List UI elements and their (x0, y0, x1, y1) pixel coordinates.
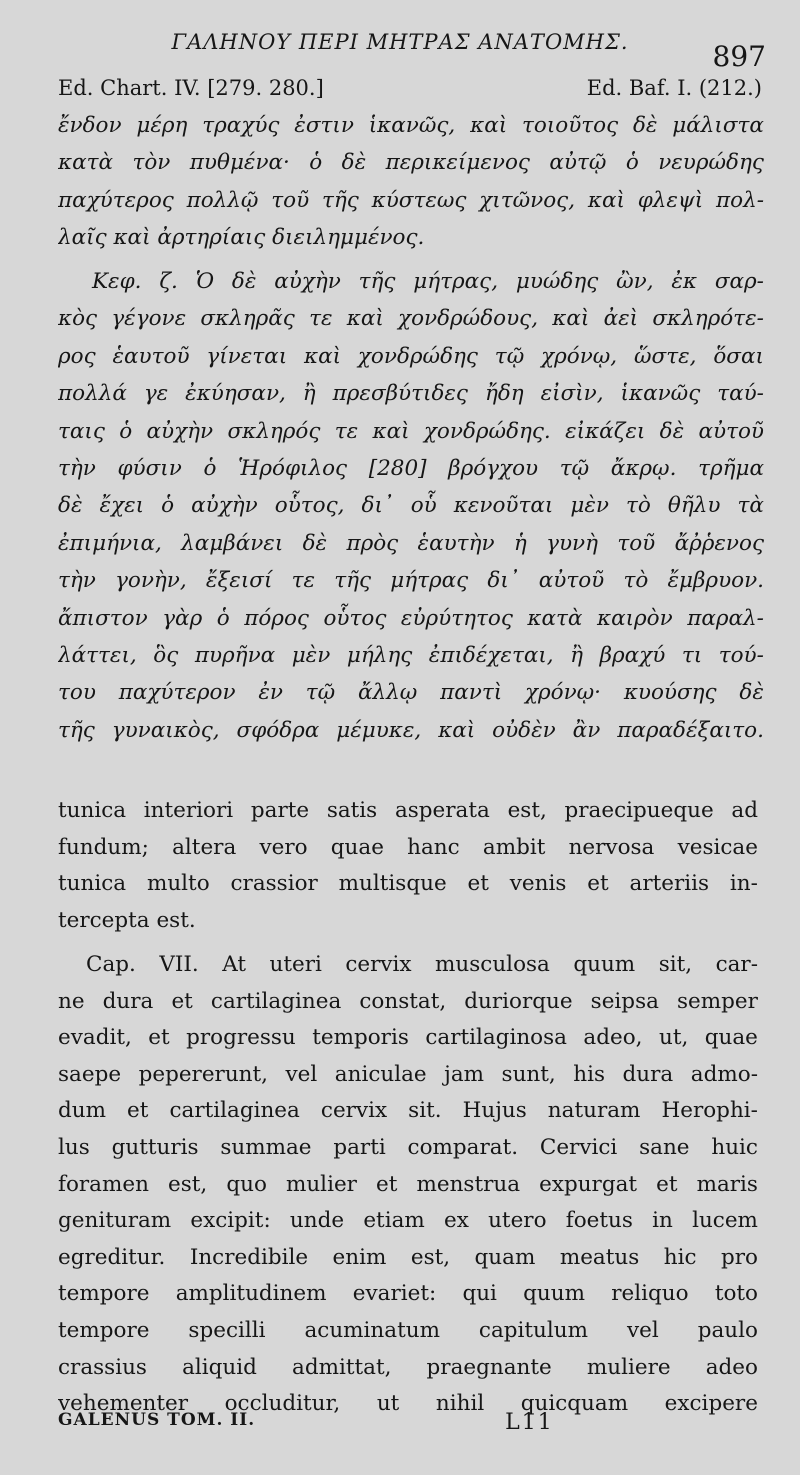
edition-chart-reference: Ed. Chart. IV. [279. 280.] (58, 76, 324, 100)
text-line: λάττει, ὃς πυρῆνα μὲν μήλης ἐπιδέχεται, ἢ βραχύ τι τού- (58, 642, 764, 668)
text-line: λαῖς καὶ ἀρτηρίαις διειλημμένος. (58, 225, 425, 251)
text-line: crassius aliquid admittat, praegnante muliere adeo (58, 1354, 758, 1380)
text-line: tunica interiori parte satis asperata est, praecipueque ad (58, 798, 758, 823)
footer (58, 1410, 760, 1435)
text-line: ἔνδον μέρη τραχύς ἐστιν ἱκανῶς, καὶ τοιοῦτος δὲ μάλιστα (58, 113, 764, 138)
edition-basel-reference: Ed. Baf. I. (212.) (586, 76, 762, 100)
text-line: ἐπιμήνια, λαμβάνει δὲ πρὸς ἑαυτὴν ἡ γυνὴ τοῦ ἄῤῥενος (58, 530, 764, 556)
signature-line: GALENUS TOM. II. (58, 1410, 256, 1430)
text-line: του παχύτερον ἐν τῷ ἄλλῳ παντὶ χρόνῳ· κυούσης δὲ (58, 680, 764, 706)
text-line: ἄπιστον γὰρ ὁ πόρος οὗτος εὐρύτητος κατὰ καιρὸν παραλ- (58, 605, 764, 631)
text-line: δὲ ἔχει ὁ αὐχὴν οὗτος, δι᾽ οὗ κενοῦται μὲν τὸ θῆλυ τὰ (58, 493, 764, 519)
text-line: egreditur. Incredibile enim est, quam meatus hic pro (58, 1244, 758, 1270)
running-head: ΓΑΛΗΝΟΥ ΠΕΡΙ ΜΗΤΡΑΣ ΑΝΑΤΟΜΗΣ. (171, 30, 629, 54)
text-line: lus gutturis summae parti comparat. Cervici sane huic (58, 1134, 758, 1160)
signature-mark: L11 (505, 1410, 554, 1435)
text-line: τὴν γονὴν, ἔξεισί τε τῆς μήτρας δι᾽ αὐτοῦ τὸ ἔμβρυον. (58, 568, 764, 594)
text-line: tunica multo crassior multisque et venis et arteriis in- (58, 871, 758, 897)
text-line: saepe pepererunt, vel aniculae jam sunt, his dura admo- (58, 1061, 758, 1087)
greek-paragraph-1 (58, 107, 764, 257)
text-line: tempore amplitudinem evariet: qui quum reliquo toto (58, 1281, 758, 1307)
text-line: παχύτερος πολλῷ τοῦ τῆς κύστεως χιτῶνος, καὶ φλεψὶ πολ- (58, 187, 764, 213)
text-line: ne dura et cartilaginea constat, duriorque seipsa semper (58, 988, 758, 1014)
text-line: genituram excipit: unde etiam ex utero foetus in lucem (58, 1208, 758, 1234)
text-line: κὸς γέγονε σκληρᾶς τε καὶ χονδρώδους, καὶ ἀεὶ σκληρότε- (58, 306, 764, 332)
text-line: τὴν φύσιν ὁ Ἡρόφιλος [280] βρόγχου τῷ ἄκρῳ. τρῆμα (58, 455, 764, 481)
edition-references (58, 76, 762, 100)
page-number: 897 (712, 40, 766, 73)
text-line: ταις ὁ αὐχὴν σκληρός τε καὶ χονδρώδης. εἰκάζει δὲ αὐτοῦ (58, 418, 764, 444)
text-line: τῆς γυναικὸς, σφόδρα μέμυκε, καὶ οὐδὲν ἂν παραδέξαιτο. (58, 717, 764, 743)
text-line: fundum; altera vero quae hanc ambit nervosa vesicae (58, 834, 758, 860)
text-line: πολλά γε ἐκύησαν, ἢ πρεσβύτιδες ἤδη εἰσὶν, ἱκανῶς ταύ- (58, 381, 764, 407)
text-line: vehementer occluditur, ut nihil quicquam excipere (58, 1391, 758, 1417)
text-line: evadit, et progressu temporis cartilaginosa adeo, ut, quae (58, 1025, 758, 1051)
text-line: Cap. VII. At uteri cervix musculosa quum sit, car- (86, 952, 758, 977)
text-line: tempore specilli acuminatum capitulum vel paulo (58, 1317, 758, 1343)
latin-paragraph-1 (58, 793, 758, 939)
greek-paragraph-2 (58, 263, 764, 749)
text-line: tercepta est. (58, 907, 196, 933)
text-line: ρος ἑαυτοῦ γίνεται καὶ χονδρώδης τῷ χρόνῳ, ὥστε, ὅσαι (58, 343, 764, 369)
text-line: dum et cartilaginea cervix sit. Hujus naturam Herophi- (58, 1098, 758, 1124)
text-line: κατὰ τὸν πυθμένα· ὁ δὲ περικείμενος αὐτῷ ὁ νευρώδης (58, 150, 764, 176)
text-line: foramen est, quo mulier et menstrua expurgat et maris (58, 1171, 758, 1197)
text-line: Κεφ. ζ. Ὁ δὲ αὐχὴν τῆς μήτρας, μυώδης ὢν, ἐκ σαρ- (92, 269, 764, 294)
latin-paragraph-2 (58, 947, 758, 1423)
